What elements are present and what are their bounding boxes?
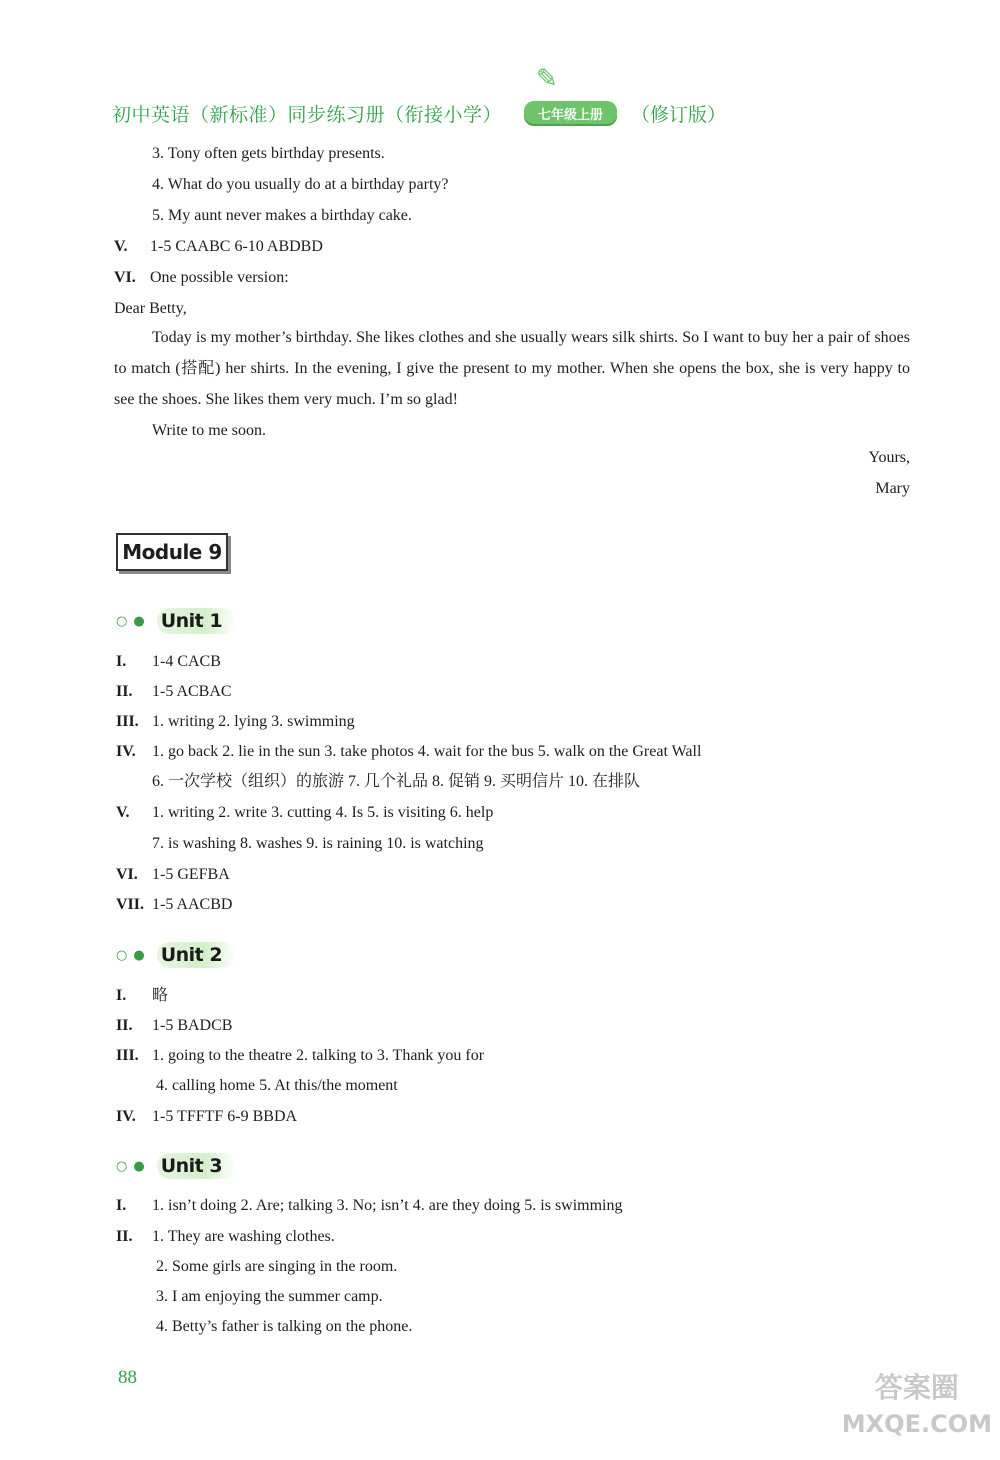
letter-closing-line: Write to me soon. [152,422,266,439]
answer-row [116,742,701,762]
bullet-dots-icon: ○● [116,613,151,629]
bullet-dots-icon: ○● [116,947,151,963]
answer-row [116,986,168,1006]
unit-heading [116,606,236,636]
section-v [114,237,323,257]
answer-row [116,1196,623,1216]
answer-line: 4. What do you usually do at a birthday party? [152,176,449,193]
section-number: VI. [116,866,138,883]
unit-label: Unit 3 [157,1153,236,1179]
section-vi [114,268,289,288]
answer-row [116,1107,297,1127]
watermark-logo-text: 答案圈 [874,1371,959,1404]
answer-row [116,803,493,823]
answer-row [116,1016,232,1036]
letter-name: Mary [875,480,910,497]
answer-row [116,895,232,915]
book-title: 初中英语（新标准）同步练习册（衔接小学） [112,103,503,126]
unit-label: Unit 1 [157,608,236,634]
section-number: VII. [116,896,145,913]
answer-text: 1. writing 2. write 3. cutting 4. Is 5. is visiting 6. help [152,804,494,821]
unit-heading [116,940,236,970]
answer-text: 1. writing 2. lying 3. swimming [152,713,355,730]
answer-row [116,1227,335,1247]
answer-text: 1-5 CAABC 6-10 ABDBD [150,238,323,255]
answer-text: 1-5 ACBAC [152,683,232,700]
section-number: I. [116,653,127,670]
answer-text: 1-5 TFFTF 6-9 BBDA [152,1108,298,1125]
section-number: I. [116,987,127,1004]
section-number: III. [116,1047,139,1064]
answer-row [116,652,221,672]
answer-row [116,865,230,885]
answer-text: 1-5 BADCB [152,1017,233,1034]
grade-badge: 七年级上册 [524,101,617,126]
letter-signoff: Yours, [868,449,910,466]
answer-text: 1-5 AACBD [152,896,233,913]
bullet-dots-icon: ○● [116,1158,151,1174]
answer-text: One possible version: [150,269,289,286]
letter-body: Today is my mother’s birthday. She likes clothes and she usually wears silk shirts. So I want to buy her a pair of shoes to match (搭配) her shirts. In the evening, I give the present to my mother. When she opens the box, she is very happy to see the shoes. She likes them very much. I’m so glad! [114,329,910,408]
unit-heading [116,1151,236,1181]
unit-label: Unit 2 [157,942,236,968]
answer-line: 5. My aunt never makes a birthday cake. [152,207,412,224]
answer-row [152,772,640,792]
answer-row [156,1287,383,1307]
answer-text: 3. I am enjoying the summer camp. [156,1288,383,1305]
answer-text: 2. Some girls are singing in the room. [156,1258,398,1275]
site-watermark [842,1370,992,1442]
section-number: VI. [114,269,136,286]
answer-text: 6. 一次学校（组织）的旅游 7. 几个礼品 8. 促销 9. 买明信片 10. 在排队 [152,773,641,790]
section-number: IV. [116,1108,136,1125]
section-number: II. [116,683,133,700]
answer-row [156,1317,412,1337]
section-number: IV. [116,743,136,760]
answer-text: 略 [152,987,169,1004]
answer-row [116,712,355,732]
section-number: II. [116,1017,133,1034]
decorative-pen-icon: ✎ [536,64,558,94]
answer-text: 1-5 GEFBA [152,866,230,883]
section-number: V. [116,804,130,821]
answer-row [156,1257,397,1277]
answer-row [116,1046,484,1066]
section-number: II. [116,1228,133,1245]
answer-row [156,1076,398,1096]
answer-row [152,834,484,854]
module-heading: Module 9 [116,533,228,571]
answer-text: 4. calling home 5. At this/the moment [156,1077,398,1094]
answer-row [116,682,232,702]
answer-text: 1. go back 2. lie in the sun 3. take photos 4. wait for the bus 5. walk on the Great Wall [152,743,702,760]
answer-text: 1. isn’t doing 2. Are; talking 3. No; isn’t 4. are they doing 5. is swimming [152,1197,623,1214]
section-number: III. [116,713,139,730]
answer-text: 1. They are washing clothes. [152,1228,335,1245]
letter-salutation: Dear Betty, [114,300,187,317]
page-header [112,96,912,130]
section-number: I. [116,1197,127,1214]
section-number: V. [114,238,128,255]
answer-text: 7. is washing 8. washes 9. is raining 10. is watching [152,835,484,852]
watermark-url: MXQE.COM [841,1410,992,1438]
page-number: 88 [118,1367,137,1388]
edition-label: （修订版） [631,103,727,126]
answer-text: 1. going to the theatre 2. talking to 3. Thank you for [152,1047,485,1064]
answer-text: 1-4 CACB [152,653,221,670]
answer-text: 4. Betty’s father is talking on the phone. [156,1318,413,1335]
answer-line: 3. Tony often gets birthday presents. [152,145,385,162]
